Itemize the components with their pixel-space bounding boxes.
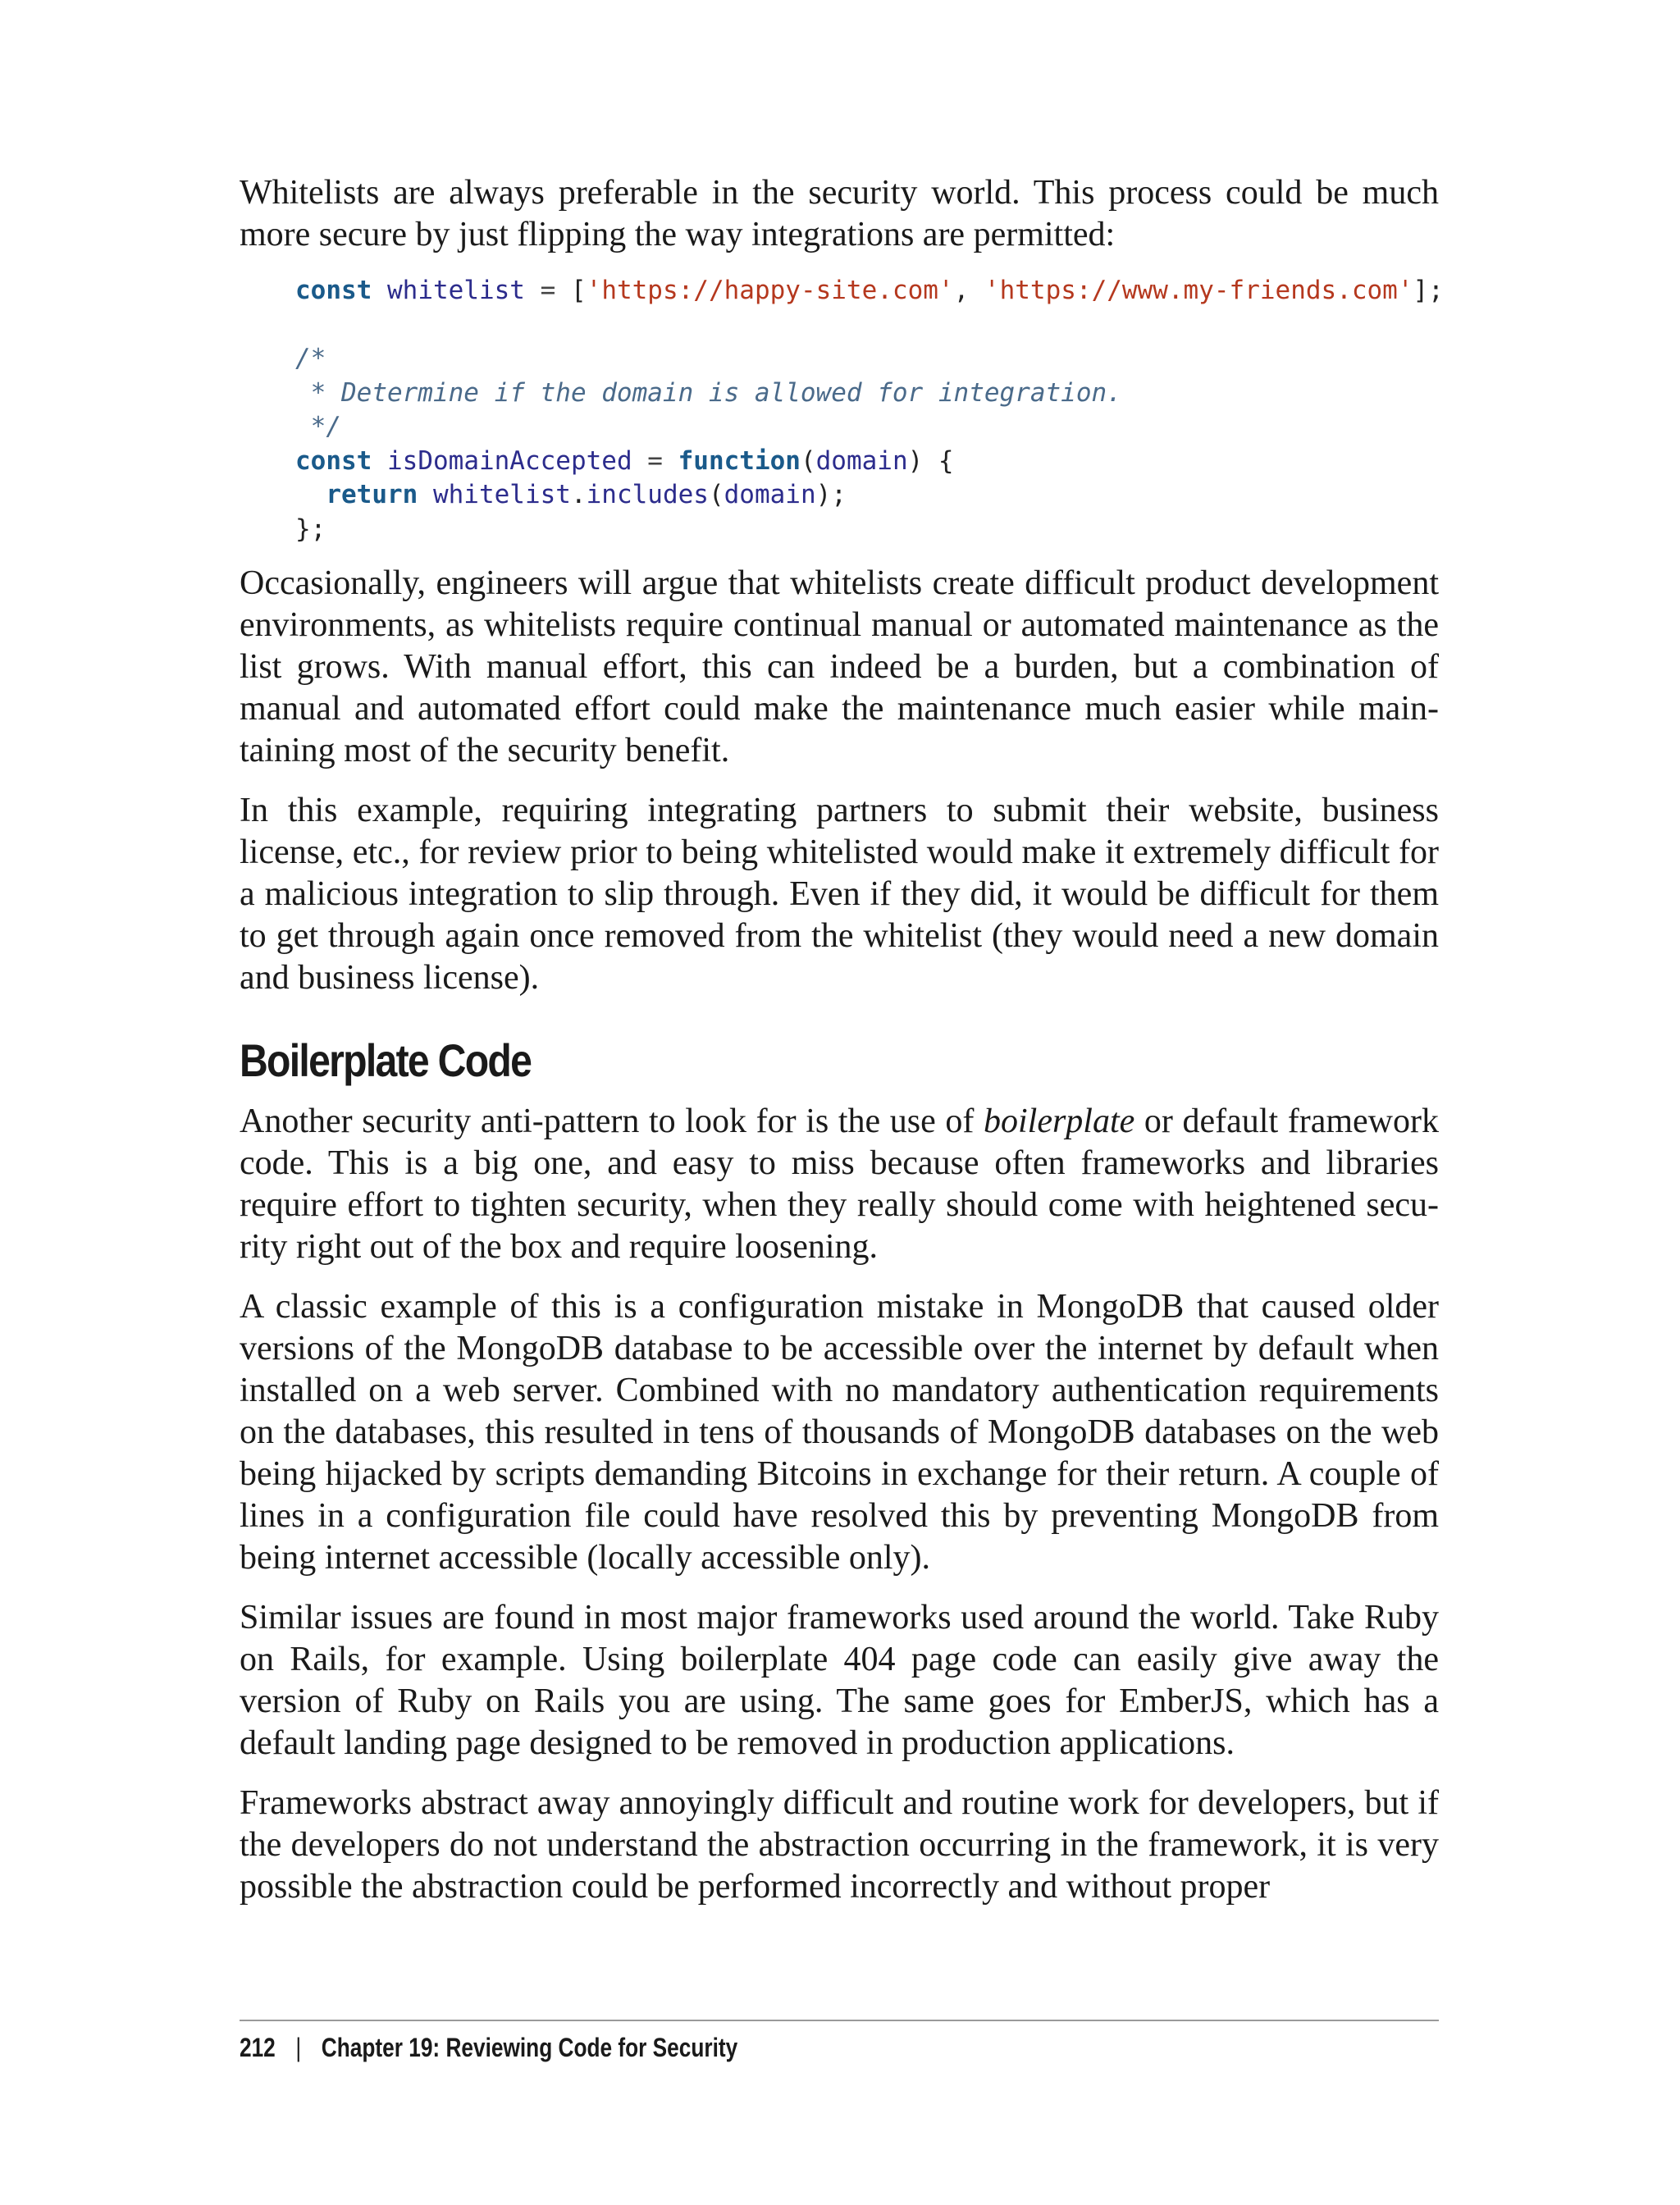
page-number: 212 [240, 2033, 276, 2062]
paragraph-whitelist-maintenance: Occasionally, engineers will argue that whitelists create difficult product development environments, as whitelists require continual manual or automated maintenance as the list grows. With manual effort, this can indeed be a burden, but a combination of manual and automated effort could make the maintenance much easier while maintaining most of the security benefit. [240, 564, 1439, 769]
code-block: const whitelist = ['https://happy-site.com', 'https://www.my-friends.com']; /* * Determine if the domain is allowed for integration. */ const isDomainAccepted = function(domain) { return whitelist.includes(domain); }; [295, 276, 1444, 544]
code-identifier: isDomainAccepted [387, 445, 632, 476]
code-string: 'https://www.my-friends.com' [984, 276, 1413, 305]
paragraph-text: Another security anti-pattern to look for is the use of [240, 1102, 984, 1140]
code-comment: */ [295, 412, 341, 441]
code-comment: * Determine if the domain is allowed for integration. [295, 377, 1122, 408]
paragraph-whitelists-intro: Whitelists are always preferable in the security world. This process could be much more secure by just flipping the way integrations are permitted: [240, 174, 1439, 253]
footer-separator: | [295, 2033, 302, 2062]
code-comment: /* [295, 344, 326, 373]
paragraph-rails-example: Similar issues are found in most major frameworks used around the world. Take Ruby on Rails, for example. Using boilerplate 404 page code can easily give away the version of Ruby on Rails you are using. The same goes for EmberJS, which has a default landing page designed to be removed in production applications. [240, 1599, 1439, 1762]
footer-inner [240, 2033, 737, 2063]
paragraph-text: or default framework code. This is a big one, and easy to miss because often frameworks and libraries require effort to tighten security, when they really should come with heightened security right out of the box and require loosening. [240, 1102, 1439, 1266]
code-identifier: domain [724, 480, 816, 509]
code-string: 'https://happy-site.com' [586, 276, 954, 305]
code-keyword: return [326, 480, 418, 509]
chapter-title: Chapter 19: Reviewing Code for Security [321, 2033, 738, 2062]
code-identifier: whitelist [387, 276, 525, 305]
section-heading: Boilerplate Code [240, 1034, 532, 1086]
code-keyword: const [295, 276, 372, 305]
code-identifier: whitelist [432, 480, 571, 509]
paragraph-boilerplate-intro [240, 1101, 1439, 1268]
paragraph-whitelist-example: In this example, requiring integrating partners to submit their website, business license, etc., for review prior to being whitelisted would make it extremely difficult for a malicious integration to slip through. Even if they did, it would be difficult for them to get through again once removed from the whitelist (they would need a new domain and business license). [240, 792, 1439, 997]
code-keyword: const [295, 445, 372, 476]
page-content [240, 172, 1444, 1926]
page-footer [240, 2020, 1439, 2063]
paragraph-frameworks-abstraction: Frameworks abstract away annoyingly difficult and routine work for developers, but if the developers do not understand the abstraction occurring in the framework, it is very possible the abstraction could be performed incorrectly and without proper [240, 1784, 1439, 1906]
code-identifier: includes [586, 480, 709, 509]
paragraph-mongodb-example: A classic example of this is a configuration mistake in MongoDB that caused older versions of the MongoDB database to be accessible over the internet by default when installed on a web server. Combined with no mandatory authentication requirements on the databases, this resulted in tens of thousands of MongoDB databases on the web being hijacked by scripts demanding Bitcoins in exchange for their return. A couple of lines in a configuration file could have resolved this by preventing MongoDB from being internet accessible (locally accessible only). [240, 1288, 1439, 1577]
code-keyword: function [678, 445, 801, 476]
code-identifier: domain [815, 445, 908, 476]
emphasis-term: boilerplate [983, 1102, 1135, 1140]
